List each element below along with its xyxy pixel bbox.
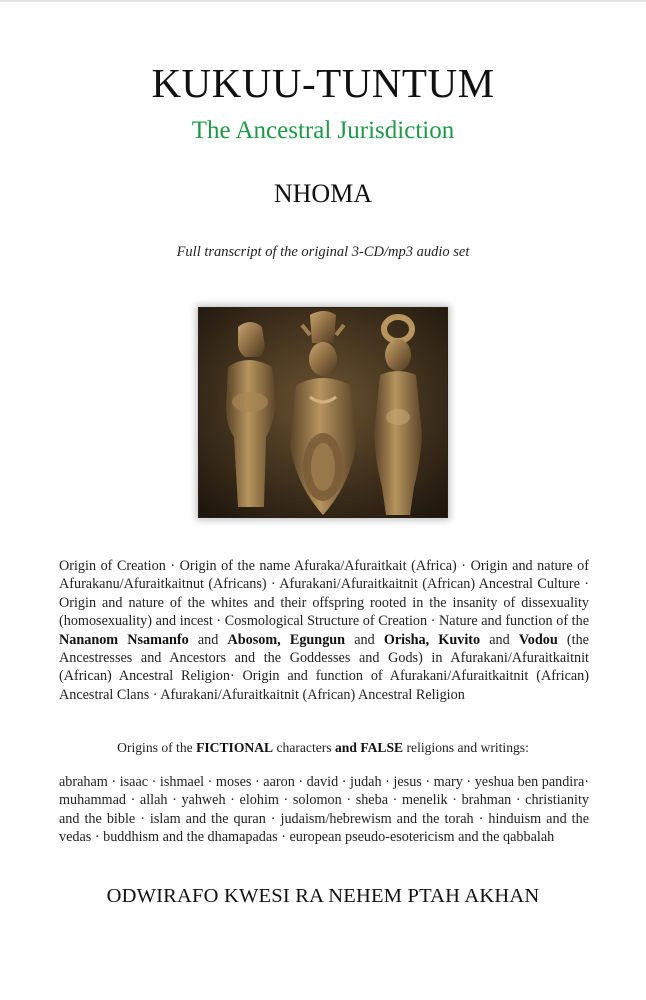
topics-bold-term: Orisha, Kuvito	[383, 631, 481, 648]
topics-bold-term: Vodou	[518, 631, 558, 648]
topics-text: and	[188, 631, 228, 648]
transcript-note: Full transcript of the original 3-CD/mp3 audio set	[176, 244, 470, 260]
page-top-border	[0, 0, 646, 2]
origins-text: Origins of the	[117, 740, 197, 755]
origins-heading	[0, 739, 646, 757]
topics-text: (the Ancestresses and Ancestors and the Goddesses and Gods) in Afurakani/Afuraitkaitnit (African) Ancestral Religion· Origin and function of Afurakani/Afuraitkaitnit (African) Ancestral Clans · Afurakani/Afuraitkaitnit (African) Ancestral Religion	[59, 631, 589, 703]
book-title: KUKUU-TUNTUM	[151, 60, 495, 106]
series-name: NHOMA	[273, 179, 373, 208]
topics-text: and	[480, 631, 519, 648]
topics-bold-term: Abosom, Egungun	[227, 631, 346, 648]
origins-bold: FICTIONAL	[196, 740, 274, 755]
topics-bold-term: Nananom Nsamanfo	[59, 631, 189, 648]
origins-text: religions and writings:	[403, 740, 529, 755]
deities-relief-image	[198, 307, 448, 518]
author-name: ODWIRAFO KWESI RA NEHEM PTAH AKHAN	[106, 885, 540, 907]
origins-text: characters	[273, 740, 335, 755]
origins-bold: and FALSE	[335, 740, 404, 755]
topics-text: Origin of Creation · Origin of the name Afuraka/Afuraitkait (Africa) · Origin and nature of Afurakanu/Afuraitkaitnut (Africans) · Afurakani/Afuraitkaitnit (African) Ancestral Culture · Origin and nature of the whites and their offspring rooted in the insanity of dissexuality (homosexuality) and incest · Cosmological Structure of Creation · Nature and function of the	[59, 558, 589, 630]
book-subtitle: The Ancestral Jurisdiction	[191, 117, 455, 144]
fictional-list-paragraph: abraham · isaac · ishmael · moses · aaron · david · judah · jesus · mary · yeshua ben pandira· muhammad · allah · yahweh · elohim · solomon · sheba · menelik · brahman · christianity and the bible · islam and the quran · judaism/hebrewism and the torah · hinduism and the vedas · buddhism and the dhamapadas · european pseudo-esotericism and the qabbalah	[59, 774, 589, 846]
topics-text: and	[345, 631, 384, 648]
topics-paragraph	[59, 557, 589, 704]
